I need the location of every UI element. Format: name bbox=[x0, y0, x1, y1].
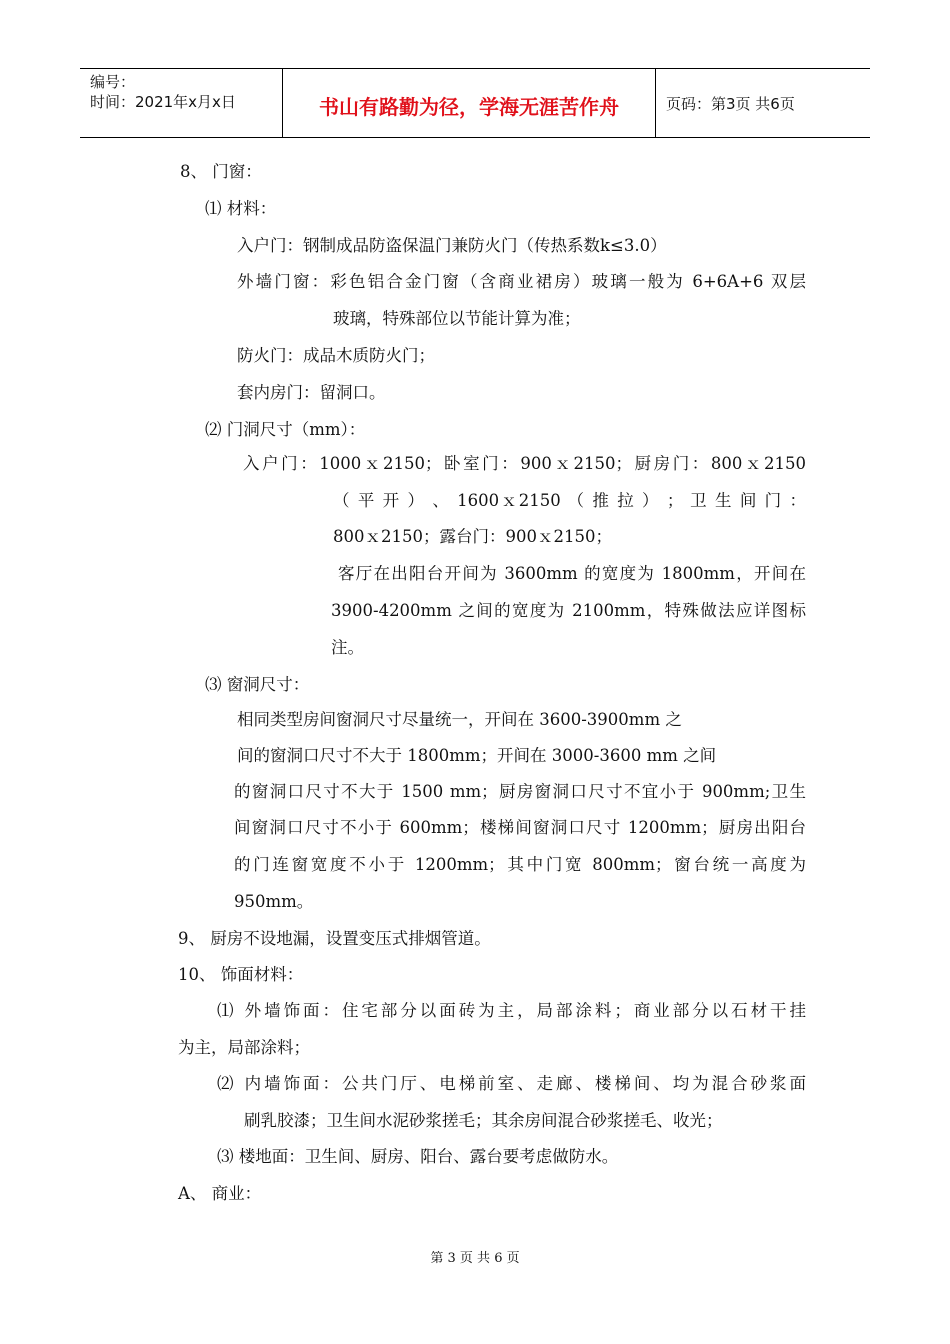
page-footer: 第 3 页 共 6 页 bbox=[430, 1251, 520, 1266]
text-line: 800ｘ2150；露台门：900ｘ2150； bbox=[333, 527, 612, 546]
item-8-3-heading: ⑶ 窗洞尺寸： bbox=[205, 675, 310, 694]
text-line: 相同类型房间窗洞尺寸尽量统一，开间在 3600-3900mm 之 bbox=[237, 710, 682, 729]
text-line: ⑴ 外墙饰面：住宅部分以面砖为主，局部涂料；商业部分以石材干挂 bbox=[217, 1001, 806, 1020]
text-line: 客厅在出阳台开间为 3600mm 的宽度为 1800mm，开间在 bbox=[338, 564, 806, 583]
text-line: 的窗洞口尺寸不大于 1500 mm；厨房窗洞口尺寸不宜小于 900mm;卫生 bbox=[234, 782, 806, 801]
text-line: 3900-4200mm 之间的宽度为 2100mm，特殊做法应详图标 bbox=[331, 601, 806, 620]
text-line: 入户门：钢制成品防盗保温门兼防火门（传热系数k≤3.0） bbox=[237, 236, 667, 255]
section-8-heading: 8、 门窗： bbox=[180, 162, 262, 181]
text-line: 为主，局部涂料； bbox=[178, 1038, 310, 1057]
text-line: 间的窗洞口尺寸不大于 1800mm；开间在 3000-3600 mm 之间 bbox=[237, 746, 717, 765]
text-line: ⑵ 内墙饰面：公共门厅、电梯前室、走廊、楼梯间、均为混合砂浆面 bbox=[217, 1074, 806, 1093]
text-line: 玻璃，特殊部位以节能计算为准； bbox=[333, 309, 581, 328]
text-line: 间窗洞口尺寸不小于 600mm；楼梯间窗洞口尺寸 1200mm；厨房出阳台 bbox=[234, 818, 806, 837]
text-line: 的门连窗宽度不小于 1200mm；其中门宽 800mm；窗台统一高度为 bbox=[234, 855, 806, 874]
item-8-2-heading: ⑵ 门洞尺寸（mm）： bbox=[205, 420, 366, 439]
section-9-heading: 9、 厨房不设地漏，设置变压式排烟管道。 bbox=[178, 929, 491, 948]
header-motto: 书山有路勤为径，学海无涯苦作舟 bbox=[319, 95, 619, 119]
number-label: 编号： bbox=[90, 73, 136, 91]
text-line: 防火门：成品木质防火门； bbox=[237, 346, 435, 365]
text-line: 外墙门窗：彩色铝合金门窗（含商业裙房）玻璃一般为 6+6A+6 双层 bbox=[237, 272, 806, 291]
header-page-label: 页码：第3页 共6页 bbox=[666, 95, 795, 113]
header-center-cell bbox=[282, 69, 656, 137]
text-line: 套内房门：留洞口。 bbox=[237, 383, 386, 402]
header-left-cell bbox=[80, 69, 282, 137]
text-line: 入户门：1000ｘ2150；卧室门：900ｘ2150；厨房门：800ｘ2150 bbox=[243, 454, 806, 473]
text-line: ⑶ 楼地面：卫生间、厨房、阳台、露台要考虑做防水。 bbox=[217, 1147, 619, 1166]
item-8-1-heading: ⑴ 材料： bbox=[205, 199, 277, 218]
text-line: 刷乳胶漆；卫生间水泥砂浆搓毛；其余房间混合砂浆搓毛、收光； bbox=[244, 1111, 723, 1130]
section-10-heading: 10、 饰面材料： bbox=[178, 965, 304, 984]
section-a-heading: A、 商业： bbox=[178, 1184, 262, 1203]
document-header bbox=[80, 68, 870, 138]
text-line: （ 平 开 ） 、 1600ｘ2150 （ 推 拉 ） ； 卫 生 间 门 ： bbox=[333, 491, 806, 510]
header-right-cell bbox=[656, 69, 870, 137]
date-label: 时间：2021年x月x日 bbox=[90, 93, 236, 111]
text-line: 950mm。 bbox=[234, 892, 314, 911]
text-line: 注。 bbox=[331, 638, 364, 657]
